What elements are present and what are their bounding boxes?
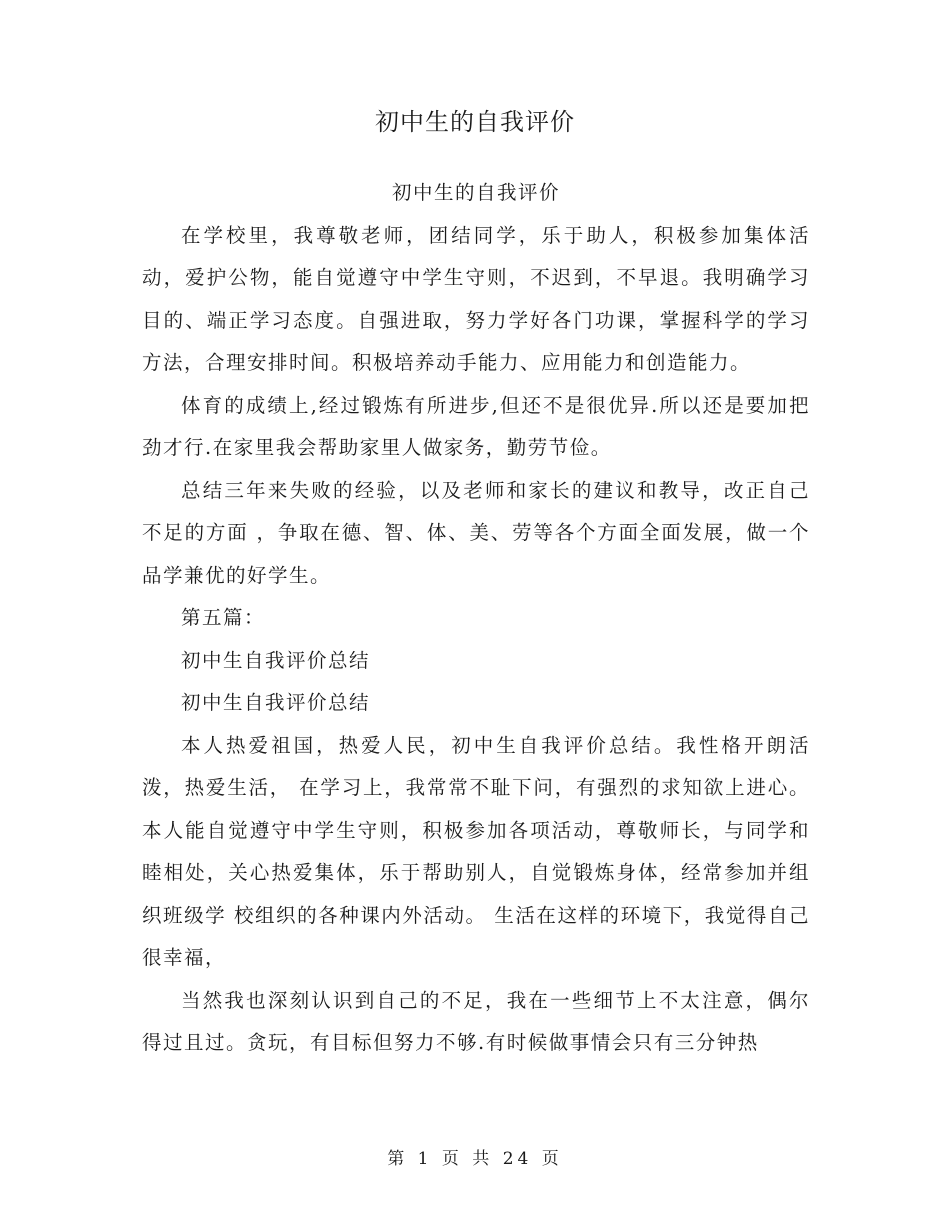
section-heading: 第五篇： [181, 606, 266, 629]
page-number-footer: 第 1 页 共 24 页 [387, 1149, 563, 1169]
section-subtitle: 初中生的自我评价 [391, 181, 560, 204]
paragraph: 当然我也深刻认识到自己的不足，我在一些细节上不太注意，偶尔得过且过。贪玩，有目标但努力不够.有时候做事情会只有三分钟热 [142, 988, 810, 1054]
paragraph: 本人热爱祖国，热爱人民，初中生自我评价总结。我性格开朗活泼，热爱生活， 在学习上，我常常不耻下问，有强烈的求知欲上进心。 本人能自觉遵守中学生守则，积极参加各项活动，尊敬师长，与同学和睦相处，关心热爱集体，乐于帮助别人，自觉锻炼身体，经常参加并组织班级学 校组织的各种课内外活动。 生活在这样的环境下，我觉得自己很幸福， [142, 733, 810, 969]
paragraph: 总结三年来失败的经验，以及老师和家长的建议和教导，改正自己不足的方面 ，争取在德、智、体、美、劳等各个方面全面发展，做一个品学兼优的好学生。 [142, 478, 810, 587]
paragraph: 在学校里，我尊敬老师，团结同学，乐于助人，积极参加集体活动，爱护公物，能自觉遵守中学生守则，不迟到，不早退。我明确学习目的、端正学习态度。自强进取，努力学好各门功课，掌握科学的学习方法，合理安排时间。积极培养动手能力、应用能力和创造能力。 [142, 223, 810, 374]
section-heading: 初中生自我评价总结 [181, 648, 371, 672]
paragraph: 体育的成绩上,经过锻炼有所进步,但还不是很优异.所以还是要加把劲才行.在家里我会帮助家里人做家务，勤劳节俭。 [142, 393, 810, 459]
section-heading: 初中生自我评价总结 [181, 691, 371, 714]
document-title: 初中生的自我评价 [375, 108, 575, 136]
document-body [142, 172, 810, 1065]
